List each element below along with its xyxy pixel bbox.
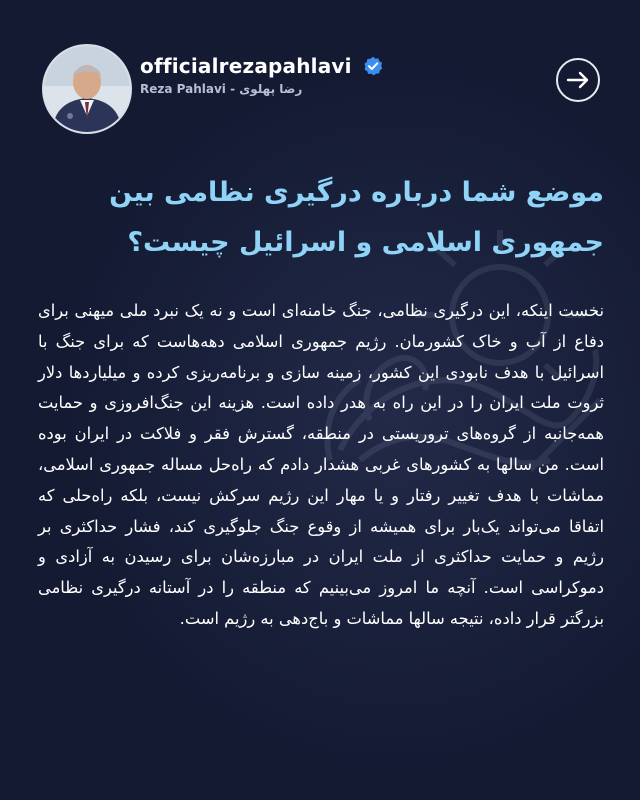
avatar[interactable] [42, 44, 132, 134]
post-title: موضع شما درباره درگیری نظامی بین جمهوری اسلامی و اسرائیل چیست؟ [109, 177, 604, 258]
arrow-right-icon [558, 60, 598, 100]
account-info [140, 54, 383, 96]
account-display-name: Reza Pahlavi - رضا پهلوی [140, 82, 303, 96]
post-header [42, 44, 600, 134]
post-body: نخست اینکه، این درگیری نظامی، جنگ خامنه‌ای است و نه یک نبرد ملی میهنی برای دفاع از آب و خاک کشورمان. رژیم جمهوری اسلامی دهه‌هاست که برای جنگ با اسرائیل با هدف نابودی این کشور، زمینه سازی و برنامه‌ریزی کرده و میلیاردها دلار ثروت ملت ایران را در این راه به هدر داده است. هزینه این جنگ‌افروزی و حمایت همه‌جانبه از گروه‌های تروریستی در منطقه، گسترش فقر و فلاکت در ایران بوده است. من سالها به کشورهای غربی هشدار دادم که راه‌حل مساله جمهوری اسلامی، مماشات با هدف تغییر رفتار و یا مهار این رژیم سرکش نیست، بلکه راه‌حلی که اتفاقا می‌تواند یک‌بار برای همیشه از وقوع جنگ جلوگیری کند، فشار حداکثری بر رژیم و حمایت حداکثری از ملت ایران در مبارزه‌شان برای رسیدن به آزادی و دموکراسی است. آنچه ما امروز می‌بینیم که منطقه را در آستانه درگیری نظامی بزرگتر قرار داده، نتیجه سالها مماشات و باج‌دهی به رژیم است. [38, 301, 604, 628]
account-handle[interactable]: officialrezapahlavi [140, 54, 352, 78]
profile-photo-icon [44, 46, 130, 132]
verified-check-icon [363, 56, 383, 76]
next-button[interactable] [556, 58, 600, 102]
